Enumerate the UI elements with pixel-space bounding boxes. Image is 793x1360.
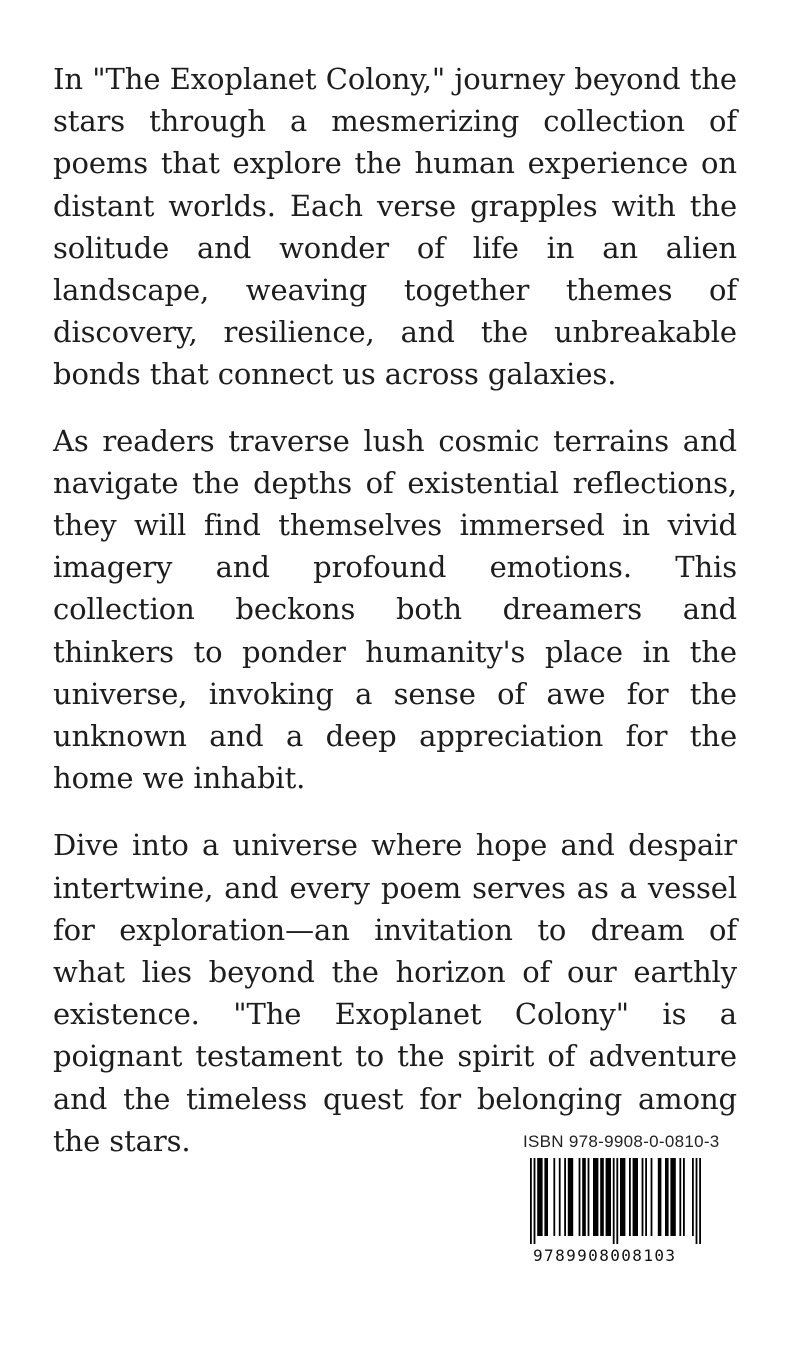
barcode-digits: 9789908008103 — [533, 1246, 677, 1265]
barcode-bar — [696, 1158, 698, 1244]
barcode-bar — [568, 1158, 573, 1236]
barcode-bar — [582, 1158, 586, 1236]
barcode-bar — [593, 1158, 598, 1236]
barcode-bar — [645, 1158, 647, 1236]
barcode-bar — [670, 1158, 675, 1236]
barcode-bar — [564, 1158, 566, 1236]
barcode-bar — [683, 1158, 685, 1236]
barcode-bar — [588, 1158, 590, 1236]
barcode-bar — [620, 1158, 625, 1236]
barcode-bar — [537, 1158, 542, 1236]
blurb-paragraph-1: In "The Exoplanet Colony," journey beyond the stars through a mesmerizing collection of poems that explore the human experience on distant worlds. Each verse grapples with the solitude and wonder of life in an alien landscape, weaving together themes of discovery, resilience, and the unbreakable bonds that connect us across galaxies. — [53, 62, 737, 392]
barcode-bar — [559, 1158, 561, 1236]
isbn-barcode-block — [520, 1132, 732, 1266]
barcode-bar — [699, 1158, 701, 1244]
barcode-bar — [600, 1158, 604, 1236]
barcode-bar — [606, 1158, 611, 1236]
barcode-bar — [553, 1158, 555, 1236]
blurb-paragraph-2: As readers traverse lush cosmic terrains and navigate the depths of existential reflections, they will find themselves immersed in vivid imagery and profound emotions. This collection beckons both dreamers and thinkers to ponder humanity's place in the universe, invoking a sense of awe for the unknown and a deep appreciation for the home we inhabit. — [53, 423, 737, 796]
barcode-bar — [642, 1158, 644, 1236]
barcode-bar — [629, 1158, 631, 1236]
barcode-bar — [613, 1158, 615, 1244]
barcode-bar — [665, 1158, 669, 1236]
blurb-text — [53, 58, 737, 1186]
barcode-bar — [658, 1158, 662, 1236]
barcode-bar — [544, 1158, 548, 1236]
barcode-bar — [651, 1158, 653, 1236]
barcode-bar — [633, 1158, 638, 1236]
isbn-label: ISBN 978-9908-0-0810-3 — [523, 1132, 720, 1151]
barcode-bar — [679, 1158, 681, 1236]
barcode-bar — [692, 1158, 694, 1236]
barcode-bar — [616, 1158, 618, 1244]
barcode-bar — [579, 1158, 581, 1236]
barcode-bar — [530, 1158, 532, 1244]
barcode-bar — [534, 1158, 536, 1244]
barcode-bars — [520, 1158, 710, 1244]
blurb-paragraph-3: Dive into a universe where hope and despair intertwine, and every poem serves as a vessel for exploration—an invitation to dream of what lies beyond the horizon of our earthly existence. "The Exoplanet Colony" is a poignant testament to the spirit of adventure and the timeless quest for belonging among the stars. — [53, 828, 737, 1158]
